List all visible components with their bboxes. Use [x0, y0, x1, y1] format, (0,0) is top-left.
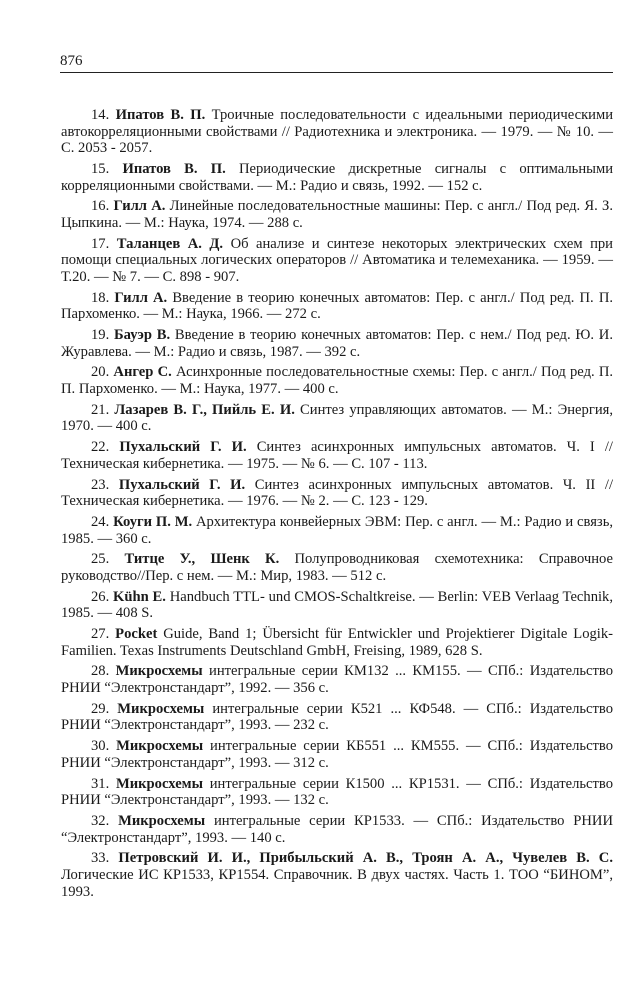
reference-text: Введение в теорию конечных автоматов: Пер. с нем./ Под ред. Ю. И. Журавлева. — М.: Радио и связь, 1987. — 392 с.: [61, 327, 613, 360]
reference-text: Полупроводниковая схемотехника: Справочное руководство//Пер. с нем. — М.: Мир, 1983. — 512 с.: [61, 551, 613, 584]
reference-author: Таланцев А. Д.: [116, 235, 224, 252]
reference-text: Линейные последовательностные машины: Пер. с англ./ Под ред. Я. З. Цыпкина. — М.: Наука, 1974. — 288 с.: [61, 198, 613, 231]
reference-number: 16.: [91, 198, 110, 215]
reference-item: [61, 364, 613, 397]
reference-number: 32.: [91, 812, 110, 829]
reference-text: интегральные серии К521 ... КФ548. — СПб.: Издательство РНИИ “Электронстандарт”, 1993. — 232 с.: [61, 700, 613, 734]
reference-text: Guide, Band 1; Übersicht für Entwickler und Projektierer Digitale Logik-Familien. Texas Instruments Deutschland GmbH, Freising, 1989, 628 S.: [61, 626, 614, 659]
reference-list: [61, 107, 613, 904]
reference-author: Коуги П. М.: [113, 513, 193, 530]
reference-item: [61, 626, 613, 659]
reference-item: [61, 514, 613, 547]
reference-item: [61, 327, 613, 360]
reference-item: [61, 663, 613, 696]
reference-item: [61, 850, 613, 900]
reference-author: Петровский И. И., Прибыльский А. В., Троян А. А., Чувелев В. С.: [118, 850, 613, 867]
reference-item: [61, 161, 613, 194]
reference-text: Об анализе и синтезе некоторых электрических схем при помощи специальных логических операторов // Автоматика и телемеханика. — 1959. — Т.20. — № 7. — С. 898 - 907.: [61, 235, 613, 285]
reference-text: интегральные серии КР1533. — СПб.: Издательство РНИИ “Электронстандарт”, 1993. — 140 с.: [61, 812, 613, 846]
reference-text: Синтез асинхронных импульсных автоматов. Ч. I // Техническая кибернетика. — 1975. — № 6. — С. 107 - 113.: [61, 439, 613, 472]
reference-author: Ангер С.: [113, 364, 172, 381]
reference-item: [61, 813, 613, 846]
reference-text: Периодические дискретные сигналы с оптимальными корреляционными свойствами. — М.: Радио и связь, 1992. — 152 с.: [61, 160, 614, 194]
reference-author: Гилл А.: [113, 198, 166, 215]
reference-number: 23.: [91, 476, 110, 493]
reference-number: 14.: [91, 107, 110, 123]
reference-number: 30.: [91, 738, 110, 755]
reference-item: [61, 776, 613, 809]
reference-item: [61, 402, 613, 435]
reference-item: [61, 290, 613, 323]
reference-number: 33.: [91, 850, 110, 867]
reference-item: [61, 551, 613, 584]
reference-number: 19.: [91, 327, 110, 344]
reference-item: [61, 236, 613, 286]
reference-author: Ипатов В. П.: [122, 160, 226, 177]
reference-author: Пухальский Г. И.: [119, 439, 247, 456]
reference-author: Бауэр В.: [114, 327, 171, 344]
reference-number: 26.: [91, 588, 110, 605]
reference-text: интегральные серии КМ132 ... КМ155. — СПб.: Издательство РНИИ “Электронстандарт”, 1992. — 356 с.: [61, 663, 613, 697]
reference-author: Микросхемы: [118, 812, 206, 829]
reference-text: Синтез управляющих автоматов. — М.: Энергия, 1970. — 400 с.: [61, 401, 613, 435]
reference-item: [61, 738, 613, 771]
reference-author: Микросхемы: [116, 738, 204, 755]
reference-text: Асинхронные последовательностные схемы: Пер. с англ./ Под ред. П. П. Пархоменко. — М.: Наука, 1977. — 400 с.: [61, 364, 614, 398]
reference-number: 24.: [91, 513, 110, 530]
reference-author: Лазарев В. Г., Пийль Е. И.: [114, 401, 295, 418]
reference-author: Kühn E.: [113, 588, 166, 605]
reference-author: Ипатов В. П.: [115, 107, 206, 123]
reference-author: Микросхемы: [115, 775, 204, 792]
header-rule: [60, 72, 613, 73]
reference-item: [61, 701, 613, 734]
reference-number: 18.: [91, 289, 110, 306]
reference-item: [61, 589, 613, 622]
reference-author: Микросхемы: [117, 700, 205, 717]
reference-author: Титце У., Шенк К.: [124, 551, 280, 568]
page-number: 876: [60, 53, 83, 69]
reference-number: 27.: [91, 626, 110, 643]
reference-text: Синтез асинхронных импульсных автоматов. Ч. II // Техническая кибернетика. — 1976. — № 2. — С. 123 - 129.: [61, 476, 613, 510]
reference-text: Логические ИС КР1533, КР1554. Справочник. В двух частях. Часть 1. ТОО “БИНОМ”, 1993.: [61, 866, 613, 900]
reference-number: 25.: [91, 551, 110, 568]
reference-item: [61, 439, 613, 472]
reference-number: 20.: [91, 364, 110, 381]
reference-text: Введение в теорию конечных автоматов: Пер. с англ./ Под ред. П. П. Пархоменко. — М.: Наука, 1966. — 272 с.: [61, 289, 614, 323]
reference-text: интегральные серии КБ551 ... КМ555. — СПб.: Издательство РНИИ “Электронстандарт”, 1993. — 312 с.: [61, 738, 614, 771]
reference-author: Пухальский Г. И.: [118, 476, 246, 493]
reference-number: 15.: [91, 160, 110, 177]
reference-number: 22.: [91, 439, 110, 456]
reference-text: Handbuch TTL- und CMOS-Schaltkreise. — Berlin: VEB Verlaag Technik, 1985. — 408 S.: [61, 588, 613, 622]
reference-author: Микросхемы: [115, 663, 203, 680]
reference-item: [61, 107, 613, 157]
reference-item: [61, 198, 613, 231]
reference-number: 17.: [91, 235, 110, 252]
reference-text: Архитектура конвейерных ЭВМ: Пер. с англ. — М.: Радио и связь, 1985. — 360 с.: [61, 513, 613, 547]
reference-item: [61, 477, 613, 510]
reference-number: 28.: [91, 663, 110, 680]
reference-author: Гилл А.: [114, 289, 168, 306]
reference-number: 21.: [91, 401, 110, 418]
reference-number: 31.: [91, 775, 110, 792]
reference-text: Троичные последовательности с идеальными периодическими автокорреляционными свойствами // Радиотехника и электроника. — 1979. — № 10. — С. 2053 - 2057.: [61, 107, 614, 157]
reference-number: 29.: [91, 700, 110, 717]
reference-author: Pocket: [115, 626, 158, 643]
reference-text: интегральные серии К1500 ... КР1531. — СПб.: Издательство РНИИ “Электронстандарт”, 1993. — 132 с.: [61, 775, 613, 809]
